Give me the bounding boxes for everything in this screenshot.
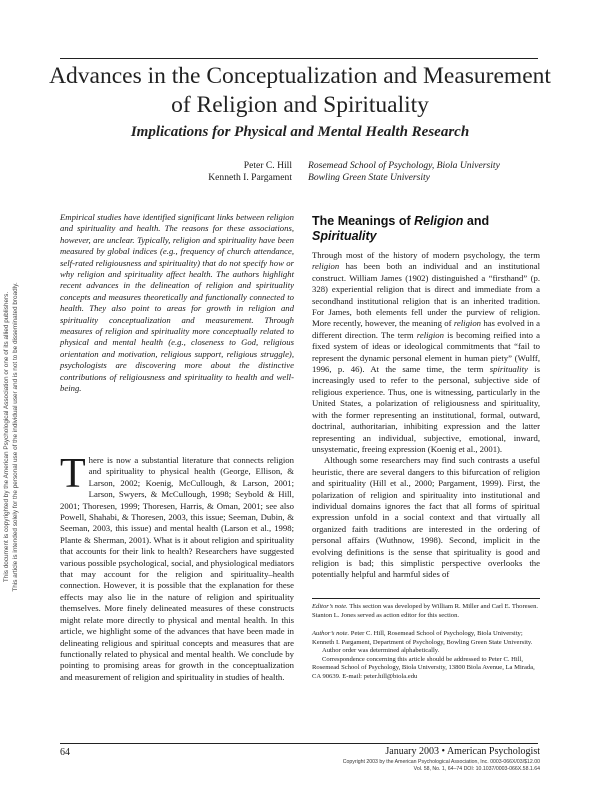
section-body [312,250,540,581]
page-number: 64 [60,747,70,758]
section-heading [312,214,540,243]
article-title: Advances in the Conceptualization and Measurement of Religion and Spirituality [49,63,551,118]
drop-cap: T [60,451,86,497]
paragraph: Although some researchers may find such contrasts a useful heuristic, there are several dangers to this bifurcation of religion and spirituality (Hill et al., 2000; Pargament, 1999). First, the polarization of religion and spirituality into institutional and individual domains ignores the fact that all forms of spiritual expression unfold in a social context and that virtually all organized faith traditions are interested in the ordering of personal affairs (Wuthnow, 1998). Second, implicit in the evolving definitions is the sense that spirituality is good and religion is bad; this simplistic perspective overlooks the potentially helpful and harmful sides of [312,455,540,580]
sidebar-line: This article is intended solely for the personal use of the individual user and is not to be disseminated broadly. [12,282,19,592]
author-name: Peter C. Hill [243,160,292,171]
author-list [150,160,292,184]
bottom-rule [60,743,538,744]
introduction [60,451,294,683]
author-name: Kenneth I. Pargament [208,172,292,183]
copyright-sidebar [2,211,20,663]
doi-text: Vol. 58, No. 1, 64–74 DOI: 10.1037/0003-066X.58.1.64 [413,765,540,772]
affiliation-list [308,160,548,184]
copyright-text: Copyright 2003 by the American Psychological Association, Inc. 0003-066X/03/$12.00 [342,759,540,765]
editor-note [312,603,540,620]
note-text: Author order was determined alphabetically. [322,647,440,655]
journal-info: January 2003 • American Psychologist [385,746,540,757]
intro-text: here is now a substantial literature that connects religion and spirituality to physical health (George, Ellison, & Larson, 2002; Koenig, McCullough, & Larson, 2001; Larson, Swyers, & McCullough, 1998; Seybold & Hill, 2001; Thoresen, 1999; Thoresen, Harris, & Oman, 2001; see also Powell, Shahabi, & Thoresen, 2003, this issue; Seeman, Dubin, & Seeman, 2003, this issue) and mental health (Larson et al., 1998; Plante & Sherman, 2001). What is it about religion and spirituality that accounts for their link to health? Researchers have suggested various possible psychological, social, and physiological mediators that may account for the religion and spirituality–health connection. However, it is possible that the explanation for these effects may also lie in the nature of religion and spirituality themselves. More finely delineated measures of these constructs might relate more directly to physical and mental health. In this article, we highlight some of the advances that have been made in delineating religious and spiritual concepts and measures that are functionally related to physical and mental health. We conclude by pointing to promising areas for growth in the conceptualization and measurement of religion and spirituality in studies of health. [60,455,294,682]
article-subtitle: Implications for Physical and Mental Health Research [130,124,470,140]
heading-text: The Meanings of [312,214,415,228]
author-note [312,630,540,682]
affiliation: Bowling Green State University [308,172,430,183]
copyright-line [300,759,540,772]
heading-term: Spirituality [312,228,377,243]
note-label: Author’s note. [312,630,350,637]
sidebar-line: This document is copyrighted by the American Psychological Association or one of its allied publishers. [3,291,10,583]
heading-text: and [463,214,490,228]
paragraph: Through most of the history of modern psychology, the term religion has been both an individual and an institutional construct. William James (1902) distinguished a “firsthand” (p. 328) experiential religion that is direct and immediate from a secondhand institutional religion that is an inherited tradition. For James, both elements fell under the purview of religion. More recently, however, the meaning of religion has evolved in a different direction. The term religion is becoming reified into a fixed system of ideas or ideological commitments that “fail to represent the dynamic personal element in human piety” (Wulff, 1996, p. 46). At the same time, the term spirituality is increasingly used to refer to the personal, subjective side of religious experience. Thus, one is witnessing, particularly in the United States, a polarization of religiousness and spirituality, with the former representing an institutional, formal, outward, doctrinal, authoritarian, inhibiting expression and the latter representing an individual, subjective, emotional, inward, unsystematic, freeing expression (Koenig et al., 2001). [312,250,540,454]
top-rule [60,58,538,59]
heading-term: Religion [414,214,464,228]
note-label: Editor’s note. [312,603,348,610]
abstract: Empirical studies have identified significant links between religion and spirituality and health. The reasons for these associations, however, are unclear. Typically, religion and spirituality have been measured by global indices (e.g., frequency of church attendance, self-rated religiousness and spirituality) that do not specify how or why religion and spirituality affect health. The authors highlight recent advances in the delineation of religion and spirituality concepts and measures theoretically and functionally connected to health. They also point to areas for growth in religion and spirituality conceptualization and measurement. Through measures of religion and spirituality more conceptually related to physical and mental health (e.g., closeness to God, religious orientation and motivation, religious support, religious struggle), psychologists are discovering more about the distinctive contributions of religiousness and spirituality to health and well-being. [60,212,294,394]
affiliation: Rosemead School of Psychology, Biola University [308,160,500,171]
note-text: Correspondence concerning this article should be addressed to Peter C. Hill, Rosemead School of Psychology, Biola University, 13800 Biola Avenue, La Mirada, CA 90639. E-mail: peter.hill@biola.edu [312,655,535,680]
note-text: Peter C. Hill, Rosemead School of Psychology, Biola University; Kenneth I. Pargament, Department of Psychology, Bowling Green State University. [312,630,533,646]
note-text: This section was developed by William R. Miller and Carl E. Thoresen. Stanton L. Jones served as action editor for this section. [312,603,539,619]
notes-rule [312,598,540,599]
